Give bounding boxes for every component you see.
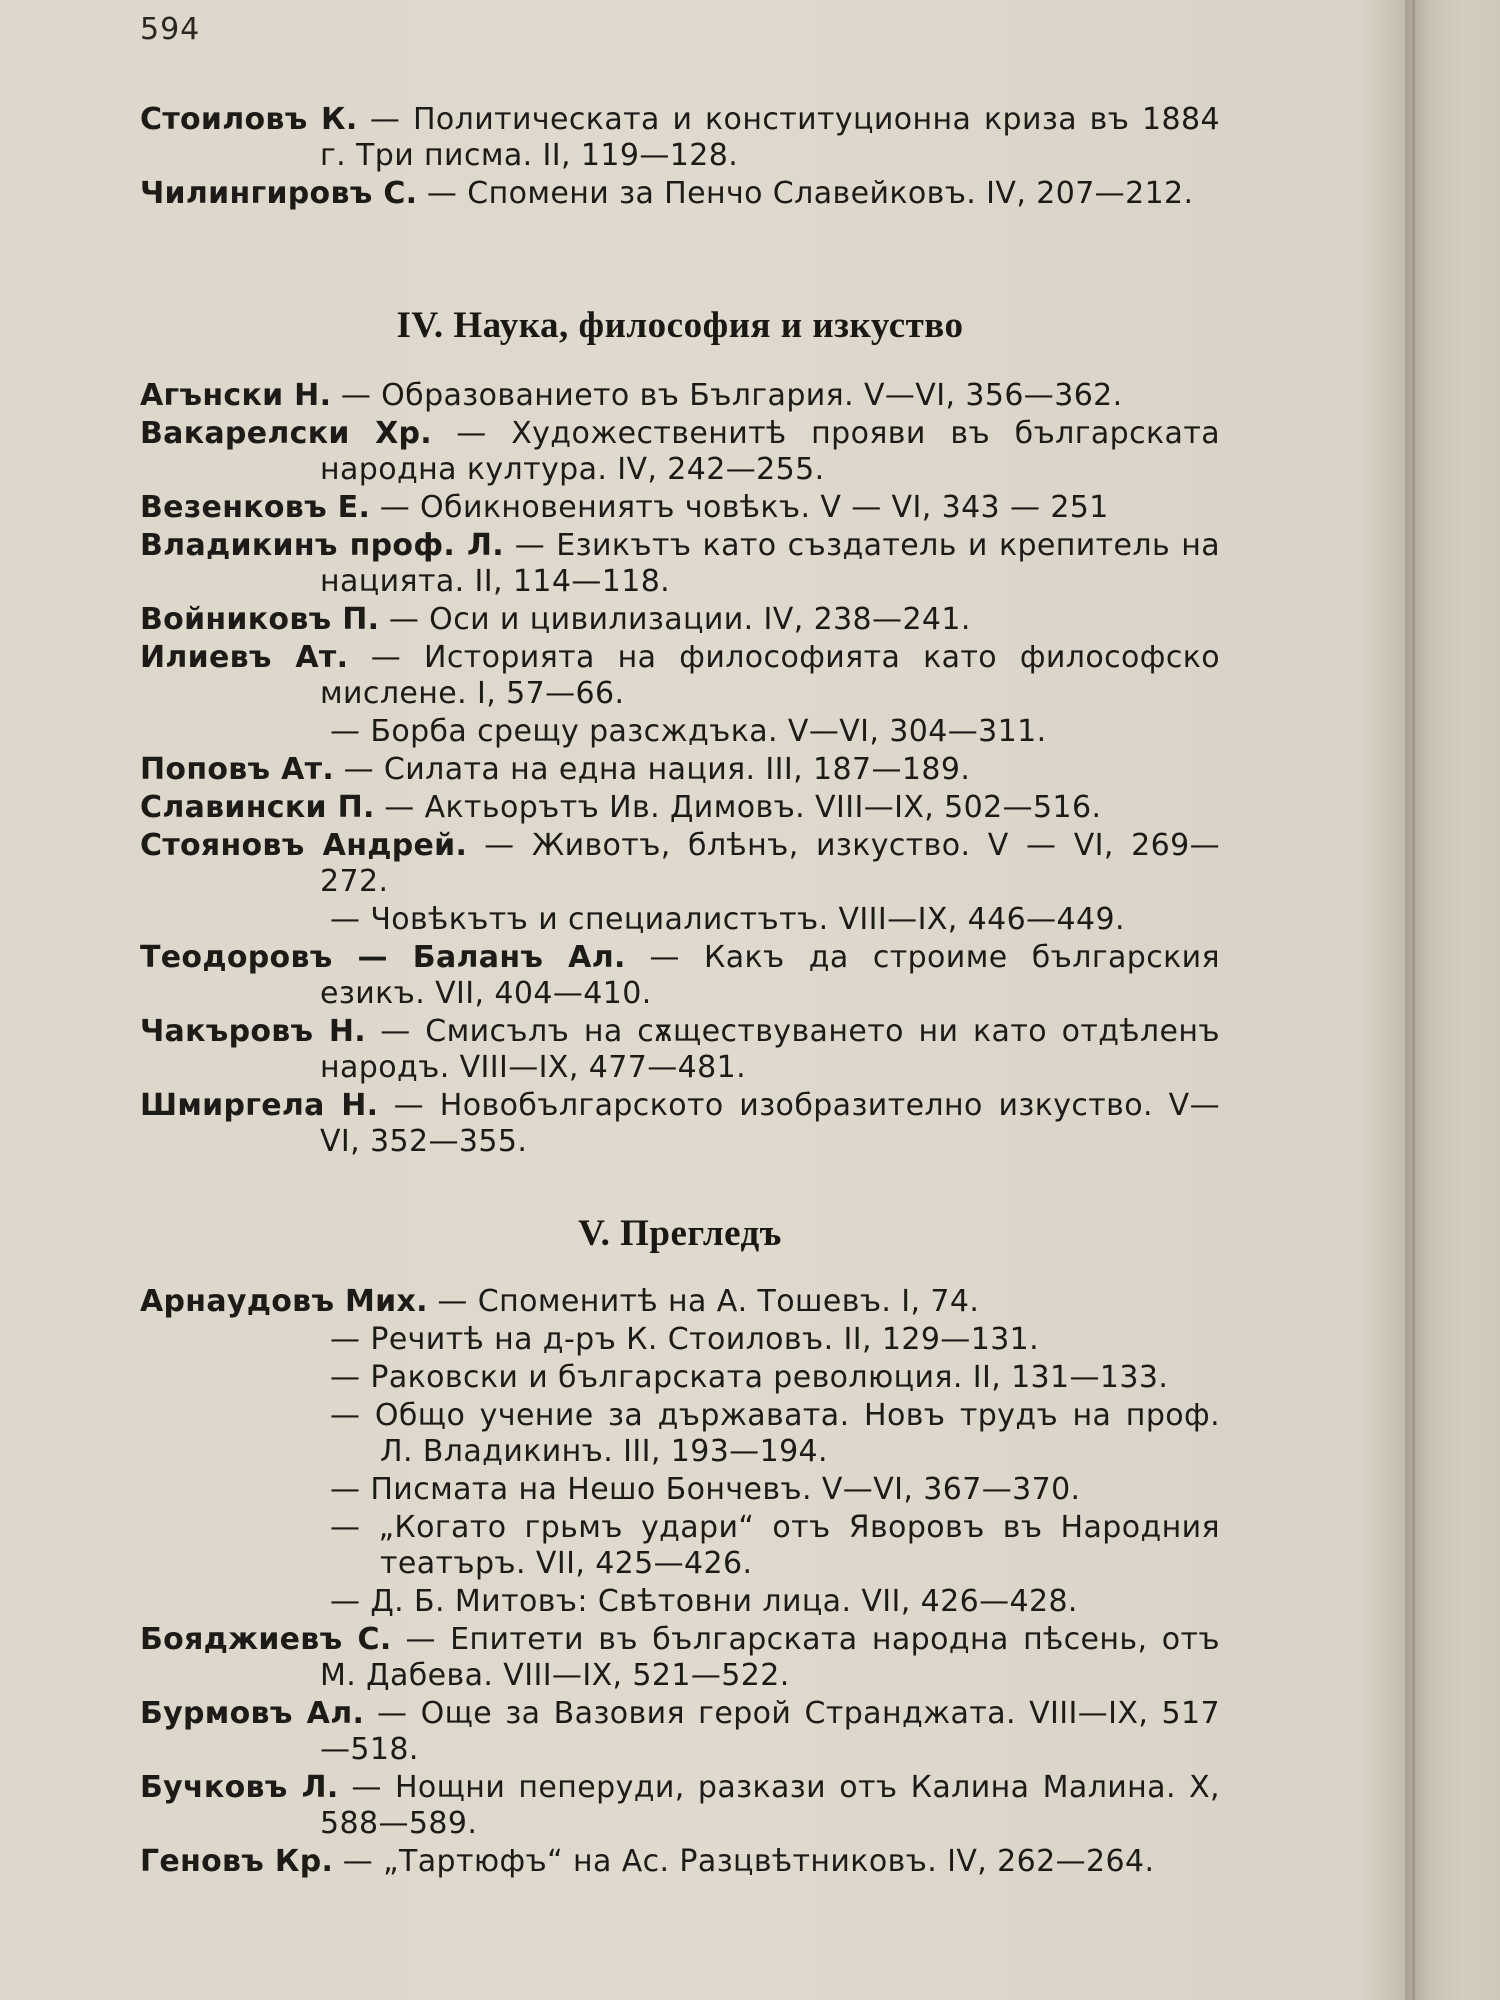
entry-author: Войниковъ П.	[140, 602, 380, 637]
entry-author: Геновъ Кр.	[140, 1844, 334, 1879]
section-heading: IV. Наука, философия и изкуство	[396, 305, 964, 346]
entry-author: Илиевъ Ат.	[140, 640, 349, 675]
list-item	[140, 176, 1220, 212]
entry-work: — Образованието въ България. V—VI, 356—362.	[340, 378, 1123, 413]
page-edge	[1412, 0, 1415, 2000]
entry-author: Славински П.	[140, 790, 375, 825]
entry-author: Поповъ Ат.	[140, 752, 335, 787]
list-item	[140, 490, 1220, 526]
section-heading: V. Прегледъ	[578, 1213, 782, 1254]
entry-author: Бурмовъ Ал.	[140, 1696, 365, 1731]
list-item	[140, 1844, 1220, 1880]
entry-author: Шмиргела Н.	[140, 1088, 379, 1123]
list-item	[140, 1014, 1220, 1086]
list-item	[140, 790, 1220, 826]
entry-work: — Политическата и конституционна криза въ 1884 г. Три писма. II, 119—128.	[320, 102, 1220, 173]
list-item	[140, 640, 1220, 712]
list-item	[140, 1398, 1220, 1470]
entry-work: — Спомени за Пенчо Славейковъ. IV, 207—212.	[426, 176, 1194, 211]
section-v-entries	[140, 1284, 1220, 1882]
entry-work: — Общо учение за държавата. Новъ трудъ на проф. Л. Владикинъ. III, 193—194.	[330, 1398, 1220, 1469]
entry-work: — Художественитѣ прояви въ българската народна култура. IV, 242—255.	[320, 416, 1220, 487]
list-item	[140, 378, 1220, 414]
list-item	[140, 752, 1220, 788]
entry-work: — „Когато грьмъ удари“ отъ Яворовъ въ Народния театъръ. VII, 425—426.	[330, 1510, 1220, 1581]
entry-author: Бучковъ Л.	[140, 1770, 339, 1805]
entry-work: — Борба срещу разсждъка. V—VI, 304—311.	[330, 714, 1047, 749]
entry-work: — Д. Б. Митовъ: Свѣтовни лица. VII, 426—428.	[330, 1584, 1078, 1619]
list-item	[140, 1284, 1220, 1320]
entry-work: — Споменитѣ на А. Тошевъ. I, 74.	[437, 1284, 980, 1319]
section-v	[140, 1212, 1220, 1256]
list-item	[140, 1360, 1220, 1396]
entry-work: — Речитѣ на д-ръ К. Стоиловъ. II, 129—131.	[330, 1322, 1040, 1357]
entry-work: — Човѣкътъ и специалистътъ. VIII—IX, 446—449.	[330, 902, 1125, 937]
list-item	[140, 528, 1220, 600]
list-item	[140, 1510, 1220, 1582]
list-item	[140, 1088, 1220, 1160]
entry-work: — Силата на една нация. III, 187—189.	[343, 752, 971, 787]
entry-work: — Смисълъ на сѫществуването ни като отдѣленъ народъ. VIII—IX, 477—481.	[320, 1014, 1220, 1085]
entry-work: — Новобългарското изобразително изкуство. V—VI, 352—355.	[320, 1088, 1220, 1159]
entry-work: — Нощни пеперуди, разкази отъ Калина Малина. X, 588—589.	[320, 1770, 1220, 1841]
intro-entries	[140, 102, 1220, 214]
list-item	[140, 1622, 1220, 1694]
entry-author: Бояджиевъ С.	[140, 1622, 392, 1657]
entry-work: — Писмата на Нешо Бончевъ. V—VI, 367—370.	[330, 1472, 1081, 1507]
list-item	[140, 102, 1220, 174]
entry-author: Стояновъ Андрей.	[140, 828, 468, 863]
list-item	[140, 1584, 1220, 1620]
list-item	[140, 416, 1220, 488]
section-iv	[140, 304, 1220, 348]
entry-work: — Оси и цивилизации. IV, 238—241.	[388, 602, 971, 637]
list-item	[140, 940, 1220, 1012]
entry-author: Чакъровъ Н.	[140, 1014, 366, 1049]
entry-work: — Актьорътъ Ив. Димовъ. VIII—IX, 502—516.	[384, 790, 1102, 825]
entry-work: — Историята на философията като философско мислене. I, 57—66.	[320, 640, 1220, 711]
entry-work: — Епитети въ българската народна пѣсень, отъ М. Дабева. VIII—IX, 521—522.	[320, 1622, 1220, 1693]
entry-author: Везенковъ Е.	[140, 490, 371, 525]
entry-author: Стоиловъ К.	[140, 102, 358, 137]
entry-work: — Обикновениятъ човѣкъ. V — VI, 343 — 251	[379, 490, 1109, 525]
entry-work: — Раковски и българската революция. II, 131—133.	[330, 1360, 1169, 1395]
entry-work: — „Тартюфъ“ на Ас. Разцвѣтниковъ. IV, 262—264.	[342, 1844, 1155, 1879]
entry-author: Теодоровъ — Баланъ Ал.	[140, 940, 626, 975]
list-item	[140, 1322, 1220, 1358]
entry-work: — Още за Вазовия герой Странджата. VIII—IX, 517—518.	[320, 1696, 1220, 1767]
section-iv-entries	[140, 378, 1220, 1162]
entry-author: Чилингировъ С.	[140, 176, 418, 211]
list-item	[140, 828, 1220, 900]
entry-author: Арнаудовъ Мих.	[140, 1284, 428, 1319]
list-item	[140, 602, 1220, 638]
entry-work: — Какъ да строиме българския езикъ. VII, 404—410.	[320, 940, 1220, 1011]
book-gutter	[1405, 0, 1500, 2000]
entry-author: Владикинъ проф. Л.	[140, 528, 504, 563]
list-item	[140, 1770, 1220, 1842]
list-item	[140, 902, 1220, 938]
list-item	[140, 1696, 1220, 1768]
entry-author: Агънски Н.	[140, 378, 332, 413]
entry-author: Вакарелски Хр.	[140, 416, 432, 451]
entry-work: — Животъ, блѣнъ, изкуство. V — VI, 269—272.	[320, 828, 1221, 899]
page-number: 594	[140, 12, 201, 47]
list-item	[140, 714, 1220, 750]
list-item	[140, 1472, 1220, 1508]
entry-work: — Езикътъ като създатель и крепитель на нацията. II, 114—118.	[320, 528, 1220, 599]
